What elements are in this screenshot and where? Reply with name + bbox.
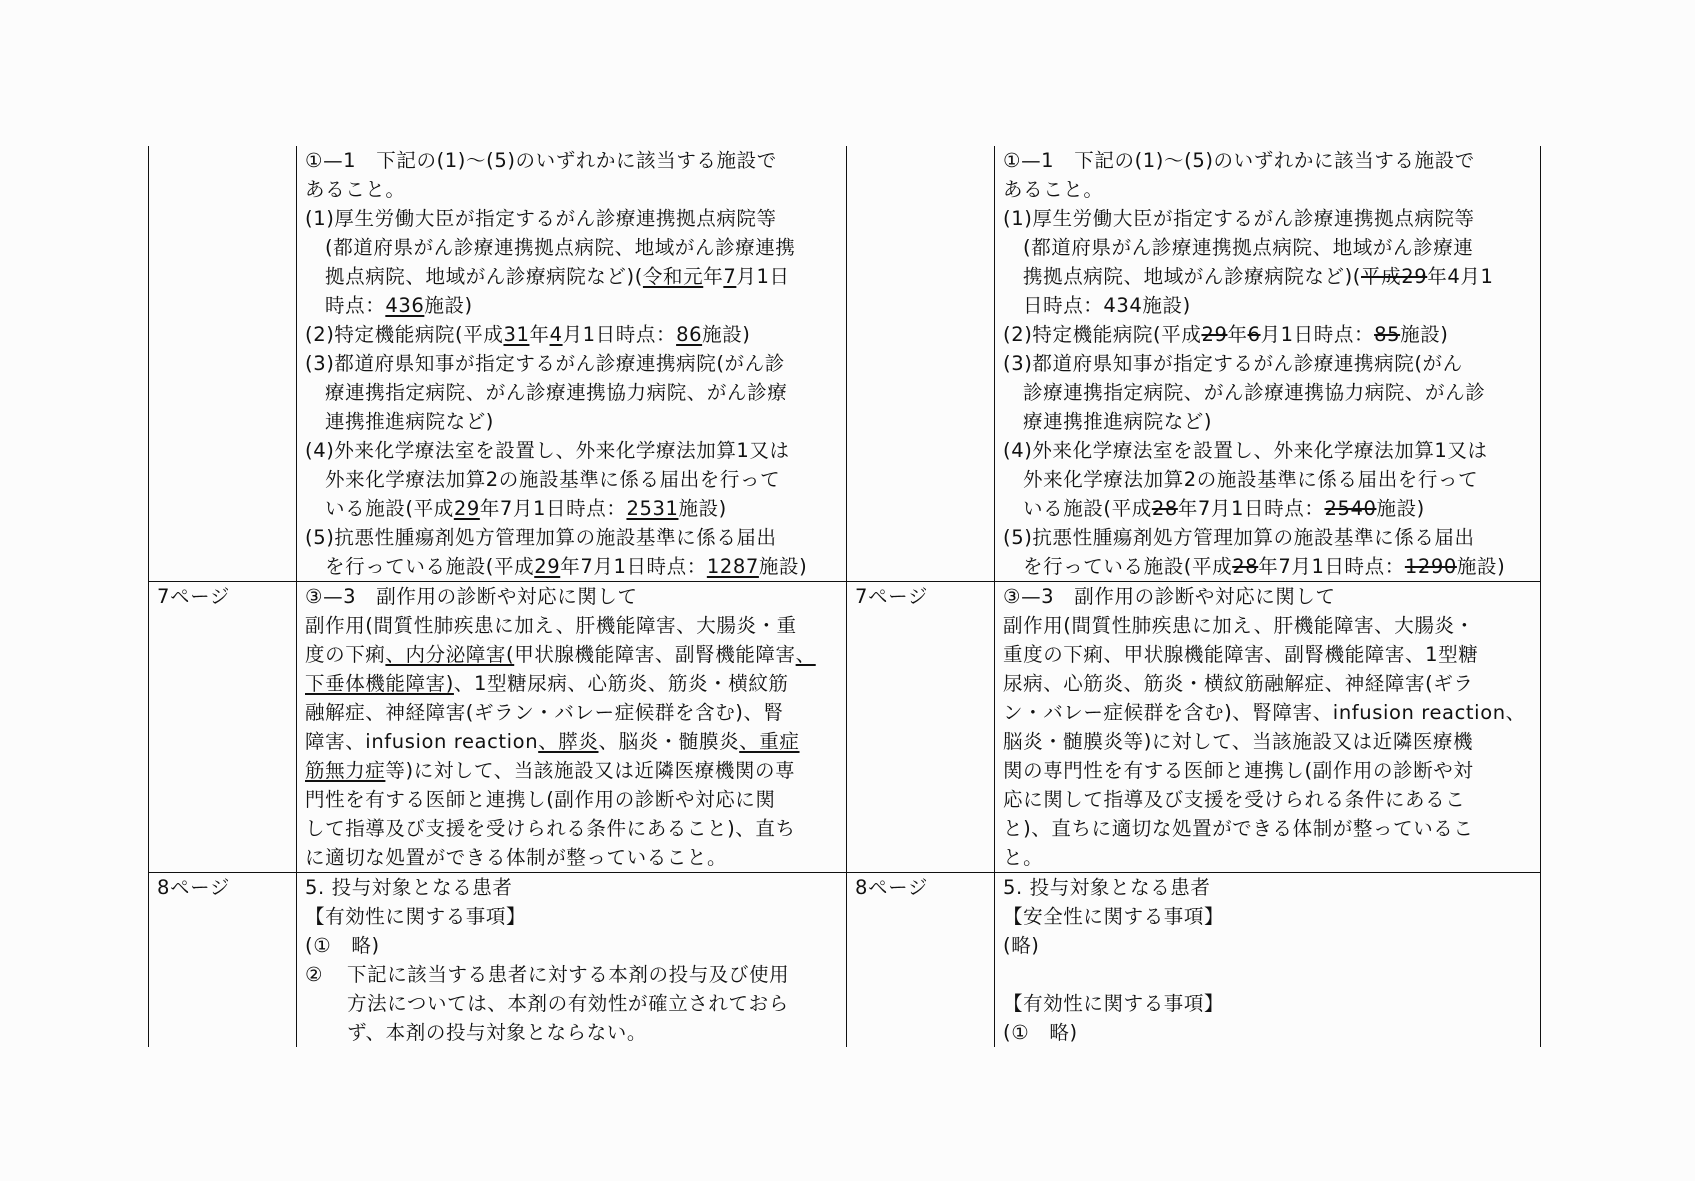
heading-line: 5. 投与対象となる患者 <box>1003 876 1211 899</box>
item-3-line: 療連携指定病院、がん診療連携協力病院、がん診療 <box>325 381 788 404</box>
changed-text: 4 <box>549 323 563 346</box>
item-1-line: 日時点：434施設) <box>1023 294 1191 317</box>
changed-text: 7 <box>723 265 737 288</box>
text: 年7月1日時点： <box>1177 497 1325 520</box>
body-line: 重度の下痢、甲状腺機能障害、副腎機能障害、1型糖 <box>1003 643 1479 666</box>
text: 施設) <box>678 497 727 520</box>
body-line <box>305 640 838 669</box>
text: いる施設(平成 <box>1023 497 1152 520</box>
text: 年 <box>529 323 550 346</box>
deleted-text: 28 <box>1232 555 1259 578</box>
item-4-line <box>1003 494 1532 523</box>
text: 施設) <box>702 323 751 346</box>
item-2-line: 方法については、本剤の有効性が確立されておら <box>347 992 789 1015</box>
body-line: 脳炎・髄膜炎等)に対して、当該施設又は近隣医療機 <box>1003 730 1474 753</box>
text: 施設) <box>758 555 808 578</box>
changed-text: 29 <box>453 497 480 520</box>
text: 年4月1 <box>1427 265 1494 288</box>
text: 時点： <box>325 294 386 317</box>
omitted-note: (① 略) <box>1003 1021 1078 1044</box>
changed-text: 31 <box>503 323 530 346</box>
text: (2)特定機能病院(平成 <box>1003 323 1202 346</box>
text: 等)に対して、当該施設又は近隣医療機関の専 <box>385 759 796 782</box>
item-2-line <box>1003 320 1532 349</box>
text: 、1型糖尿病、心筋炎、筋炎・横紋筋 <box>453 672 789 695</box>
body-line: 尿病、心筋炎、筋炎・横紋筋融解症、神経障害(ギラ <box>1003 672 1474 695</box>
item-4-line <box>305 494 838 523</box>
item-4-line: 外来化学療法加算2の施設基準に係る届出を行って <box>325 468 781 491</box>
item-1-line <box>1003 262 1532 291</box>
page-ref-old: 7ページ <box>847 582 995 873</box>
heading-line: あること。 <box>305 178 406 201</box>
text: 甲状腺機能障害、副腎機能障害 <box>514 643 796 666</box>
text: 、脳炎・髄膜炎 <box>598 730 740 753</box>
text: 年7月1日時点： <box>1258 555 1405 578</box>
item-3-line: (3)都道府県知事が指定するがん診療連携病院(がん診 <box>305 352 785 375</box>
changed-text: 下垂体機能障害) <box>305 672 454 695</box>
item-5-line <box>305 552 838 581</box>
changed-text: 29 <box>534 555 561 578</box>
section-heading: 【有効性に関する事項】 <box>1003 992 1225 1015</box>
revised-text-cell <box>297 873 847 1048</box>
text: 年7月1日時点： <box>560 555 707 578</box>
item-2-line: ず、本剤の投与対象とならない。 <box>347 1021 647 1044</box>
item-2-line <box>305 320 838 349</box>
original-text-cell <box>995 146 1541 582</box>
deleted-text: 6 <box>1247 323 1261 346</box>
text: 月1日時点： <box>1260 323 1375 346</box>
deleted-text: 29 <box>1201 323 1228 346</box>
item-5-line: (5)抗悪性腫瘍剤処方管理加算の施設基準に係る届出 <box>1003 526 1475 549</box>
item-1-line: (1)厚生労働大臣が指定するがん診療連携拠点病院等 <box>305 207 777 230</box>
body-line: 副作用(間質性肺疾患に加え、肝機能障害、大腸炎・ <box>1003 614 1475 637</box>
body-line: と。 <box>1003 846 1044 869</box>
changed-text: 1287 <box>706 555 759 578</box>
heading-line: ①—1 下記の(1)～(5)のいずれかに該当する施設で <box>305 149 777 172</box>
text: 拠点病院、地域がん診療病院など)( <box>325 265 643 288</box>
item-2-line <box>305 960 838 989</box>
heading-line: ③—3 副作用の診断や対応に関して <box>1003 585 1336 608</box>
table-row <box>149 146 1541 582</box>
blank-line <box>1003 960 1532 989</box>
omitted-note: (略) <box>1003 934 1040 957</box>
page-ref-old: 8ページ <box>847 873 995 1048</box>
text: 年 <box>1227 323 1248 346</box>
deleted-text: 85 <box>1374 323 1401 346</box>
deleted-text: 28 <box>1151 497 1178 520</box>
section-heading: 【安全性に関する事項】 <box>1003 905 1225 928</box>
text: 施設) <box>1456 555 1506 578</box>
body-line: と)、直ちに適切な処置ができる体制が整っているこ <box>1003 817 1474 840</box>
text: 年7月1日時点： <box>479 497 627 520</box>
item-3-line: 連携推進病院など) <box>325 410 495 433</box>
item-5-line: (5)抗悪性腫瘍剤処方管理加算の施設基準に係る届出 <box>305 526 777 549</box>
text: 月1日時点： <box>562 323 677 346</box>
text: 月1日 <box>736 265 790 288</box>
deleted-text: 平成29 <box>1361 265 1428 288</box>
changed-text: 2531 <box>626 497 679 520</box>
body-line: して指導及び支援を受けられる条件にあること)、直ち <box>305 817 796 840</box>
deleted-text: 1290 <box>1404 555 1457 578</box>
body-line: 応に関して指導及び支援を受けられる条件にあるこ <box>1003 788 1466 811</box>
body-line: ン・バレー症候群を含む)、腎障害、infusion reaction、 <box>1003 701 1526 724</box>
page-ref-new <box>149 146 297 582</box>
text: 下記に該当する患者に対する本剤の投与及び使用 <box>347 963 790 986</box>
revised-text-cell <box>297 146 847 582</box>
item-5-line <box>1003 552 1532 581</box>
deleted-text: 2540 <box>1324 497 1377 520</box>
item-1-line: (都道府県がん診療連携拠点病院、地域がん診療連 <box>1023 236 1474 259</box>
text: 施設) <box>1400 323 1449 346</box>
original-text-cell <box>995 873 1541 1048</box>
item-1-line: (1)厚生労働大臣が指定するがん診療連携拠点病院等 <box>1003 207 1475 230</box>
changed-text: 、膵炎 <box>538 730 599 753</box>
table-row <box>149 873 1541 1048</box>
text: 年 <box>703 265 724 288</box>
changed-text: 令和元 <box>642 265 704 288</box>
body-line <box>305 756 838 785</box>
item-4-line: 外来化学療法加算2の施設基準に係る届出を行って <box>1023 468 1479 491</box>
body-line: 副作用(間質性肺疾患に加え、肝機能障害、大腸炎・重 <box>305 614 797 637</box>
item-1-line: (都道府県がん診療連携拠点病院、地域がん診療連携 <box>325 236 796 259</box>
item-3-line: (3)都道府県知事が指定するがん診療連携病院(がん <box>1003 352 1463 375</box>
body-line <box>305 669 838 698</box>
text: を行っている施設(平成 <box>1023 555 1233 578</box>
text: 度の下痢 <box>305 643 386 666</box>
item-4-line: (4)外来化学療法室を設置し、外来化学療法加算1又は <box>1003 439 1488 462</box>
comparison-table <box>148 146 1541 1047</box>
page-ref-new: 8ページ <box>149 873 297 1048</box>
item-4-line: (4)外来化学療法室を設置し、外来化学療法加算1又は <box>305 439 790 462</box>
changed-text: 、 <box>795 643 816 666</box>
body-line <box>305 727 838 756</box>
text: いる施設(平成 <box>325 497 454 520</box>
changed-text: 、内分泌障害( <box>385 643 515 666</box>
original-text-cell <box>995 582 1541 873</box>
text: (2)特定機能病院(平成 <box>305 323 504 346</box>
revised-text-cell <box>297 582 847 873</box>
heading-line: ③—3 副作用の診断や対応に関して <box>305 585 638 608</box>
page-ref-new: 7ページ <box>149 582 297 873</box>
body-line: に適切な処置ができる体制が整っていること。 <box>305 846 728 869</box>
item-3-line: 診療連携指定病院、がん診療連携協力病院、がん診 <box>1023 381 1486 404</box>
heading-line: 5. 投与対象となる患者 <box>305 876 513 899</box>
body-line: 融解症、神経障害(ギラン・バレー症候群を含む)、腎 <box>305 701 784 724</box>
section-heading: 【有効性に関する事項】 <box>305 905 527 928</box>
changed-text: 、重症 <box>739 730 800 753</box>
item-1-line <box>305 262 838 291</box>
body-line: 門性を有する医師と連携し(副作用の診断や対応に関 <box>305 788 776 811</box>
body-line: 関の専門性を有する医師と連携し(副作用の診断や対 <box>1003 759 1474 782</box>
item-3-line: 療連携推進病院など) <box>1023 410 1213 433</box>
heading-line: あること。 <box>1003 178 1104 201</box>
changed-text: 436 <box>385 294 425 317</box>
omitted-note: (① 略) <box>305 934 380 957</box>
changed-text: 86 <box>676 323 703 346</box>
page-ref-old <box>847 146 995 582</box>
heading-line: ①—1 下記の(1)～(5)のいずれかに該当する施設で <box>1003 149 1475 172</box>
text: 施設) <box>424 294 473 317</box>
text: を行っている施設(平成 <box>325 555 535 578</box>
text: 施設) <box>1376 497 1425 520</box>
text: 携拠点病院、地域がん診療病院など)( <box>1023 265 1362 288</box>
text: 障害、infusion reaction <box>305 730 539 753</box>
circled-2: ② <box>305 963 324 986</box>
item-1-line <box>305 291 838 320</box>
changed-text: 筋無力症 <box>305 759 386 782</box>
table-row <box>149 582 1541 873</box>
